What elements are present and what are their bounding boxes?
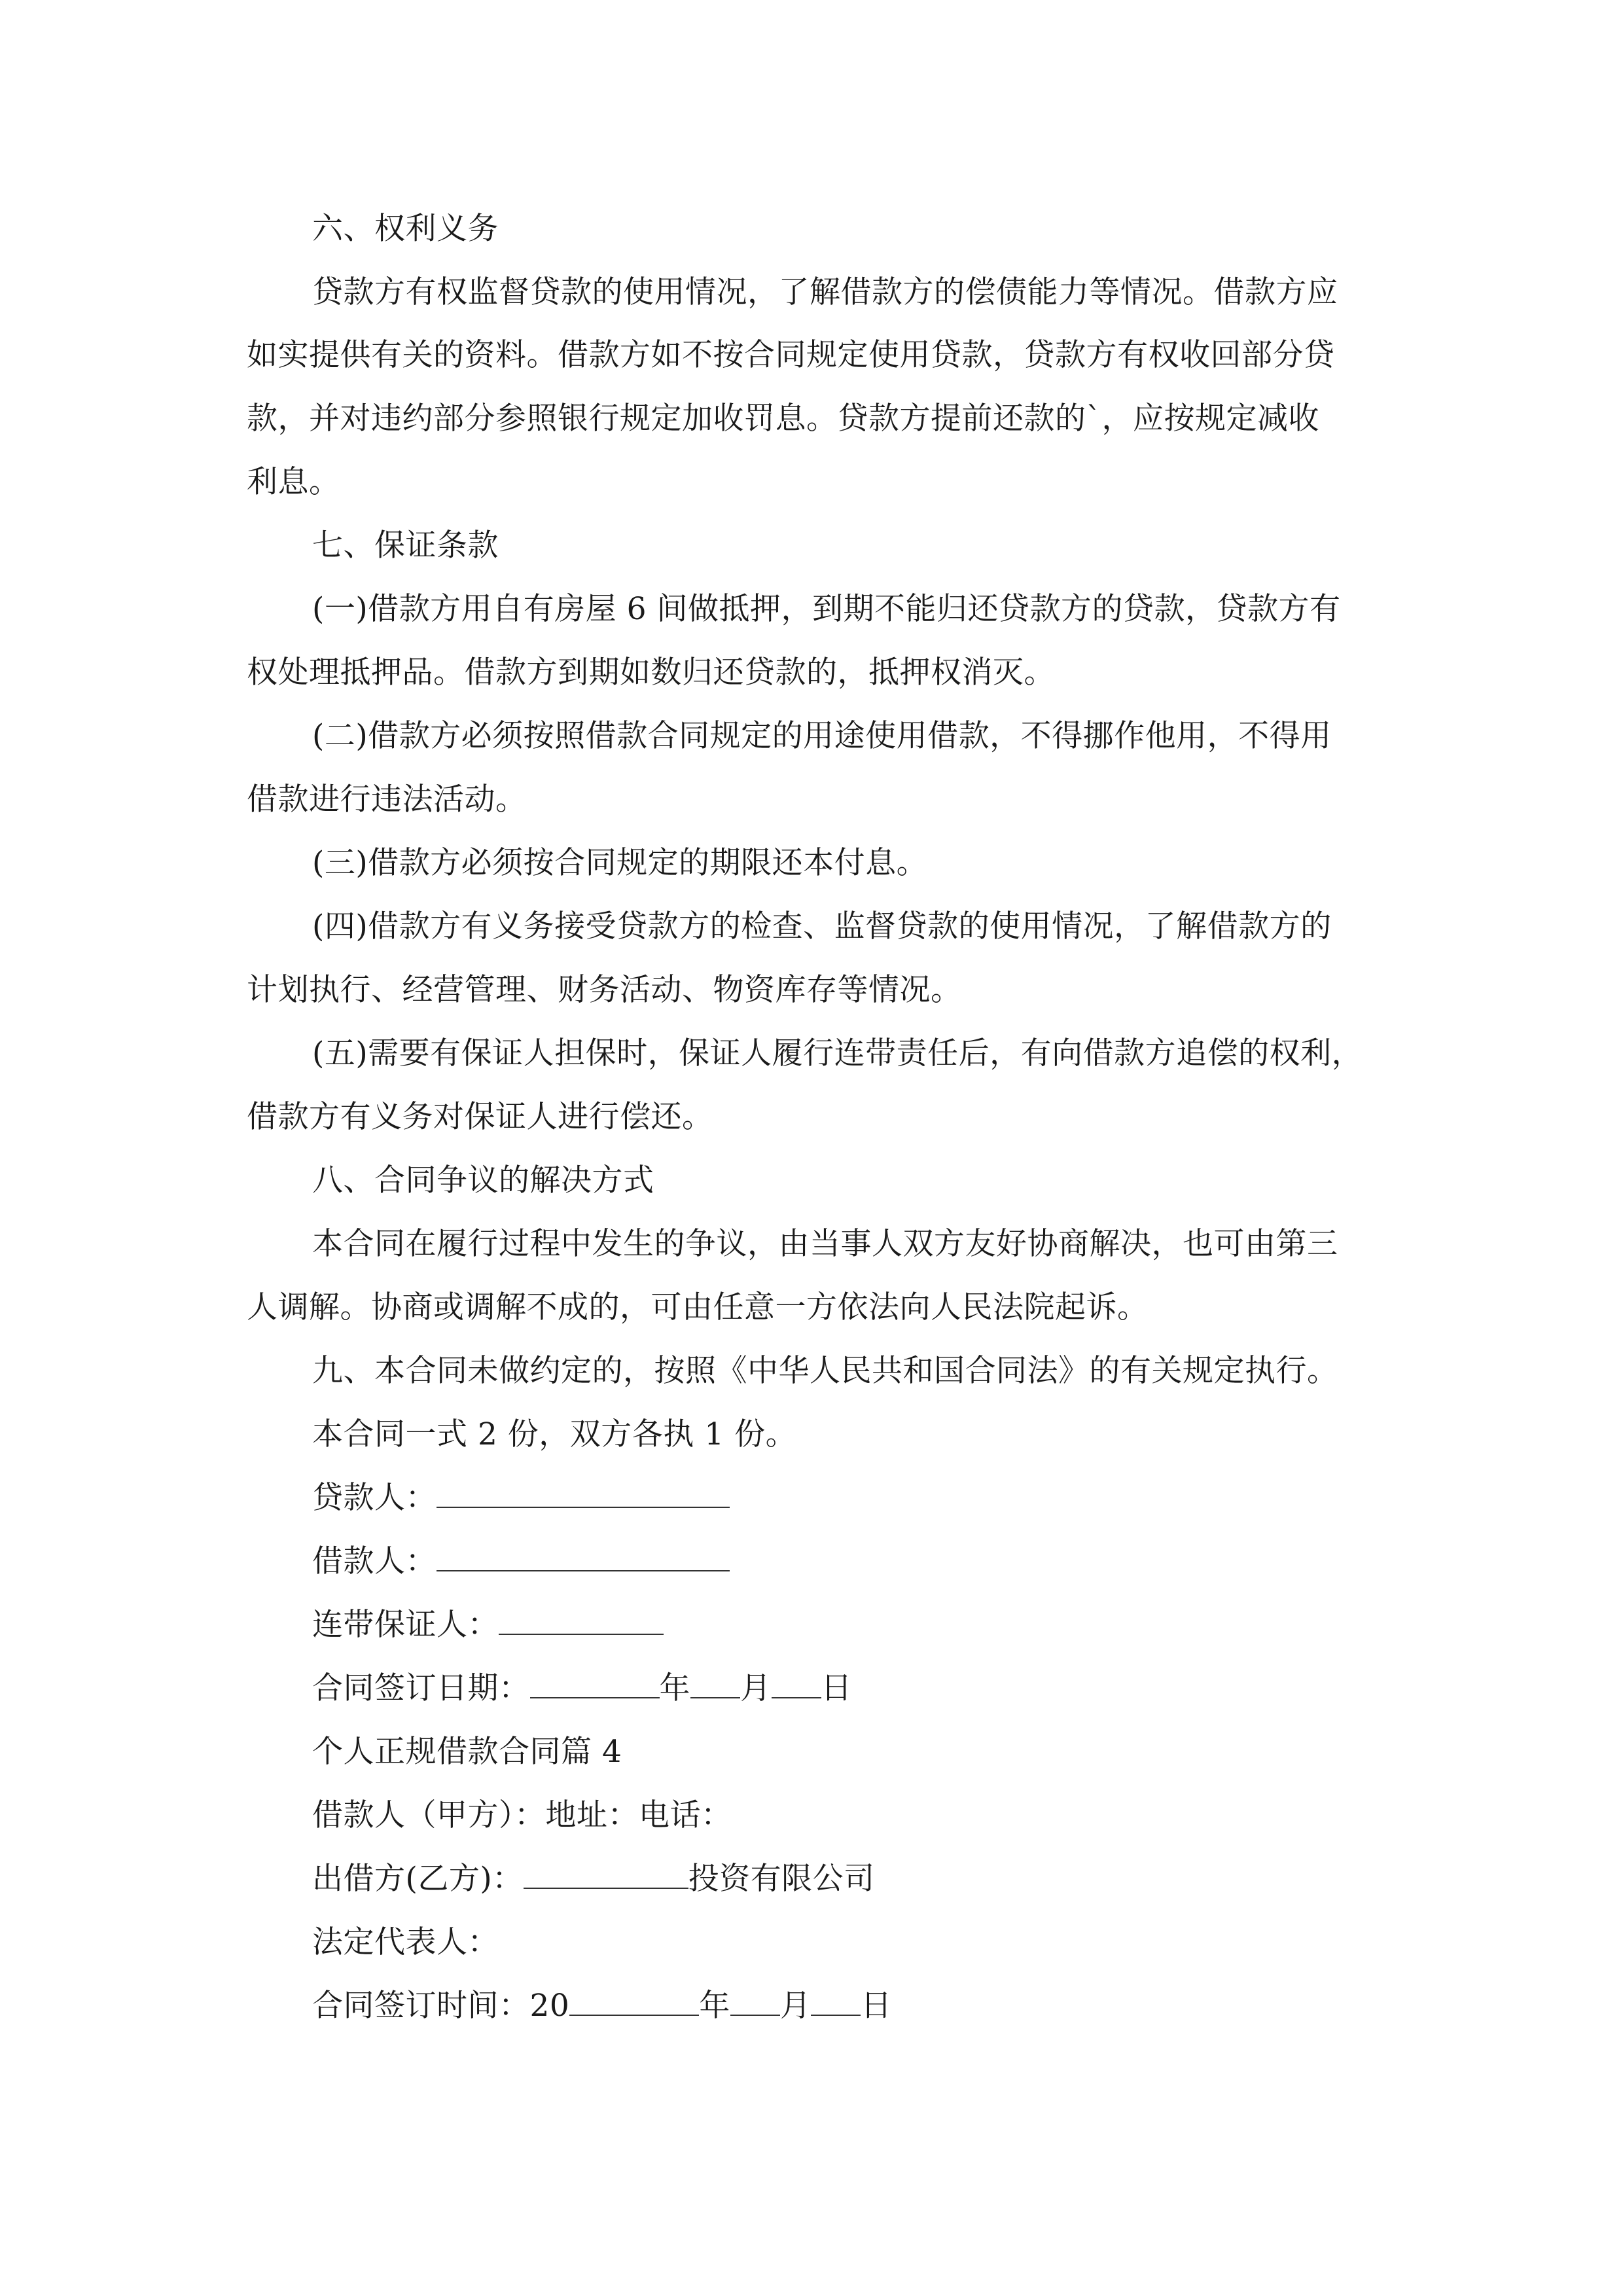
contract-4-lender-blank[interactable] <box>524 1859 688 1889</box>
section-8-paragraph-line: 人调解。协商或调解不成的，可由任意一方依法向人民法院起诉。 <box>247 1289 1149 1325</box>
contract-4-representative-row <box>312 1922 499 1964</box>
lender-label: 贷款人： <box>312 1480 437 1516</box>
section-9-text: 九、本合同未做约定的，按照《中华人民共和国合同法》的有关规定执行。 <box>312 1353 1338 1389</box>
clause-2-line: (二)借款方必须按照借款合同规定的用途使用借款，不得挪作他用，不得用 <box>312 718 1332 754</box>
sign-date-row <box>312 1668 852 1710</box>
section-6-paragraph-line: 贷款方有权监督贷款的使用情况，了解借款方的偿债能力等情况。借款方应 <box>312 274 1338 310</box>
contract-4-title: 个人正规借款合同篇 4 <box>312 1734 622 1770</box>
clause-1-line: (一)借款方用自有房屋 6 间做抵押，到期不能归还贷款方的贷款，贷款方有 <box>312 591 1341 627</box>
contract-4-year-blank[interactable] <box>569 1986 699 2016</box>
borrower-label: 借款人： <box>312 1543 437 1579</box>
section-6-heading: 六、权利义务 <box>312 211 499 247</box>
contract-4-lender-suffix: 投资有限公司 <box>688 1861 875 1897</box>
sign-date-label: 合同签订日期： <box>312 1670 530 1706</box>
month-blank[interactable] <box>690 1668 740 1698</box>
contract-4-lender-row <box>312 1858 875 1900</box>
guarantor-blank[interactable] <box>499 1605 664 1635</box>
day-blank[interactable] <box>772 1668 821 1698</box>
year-blank[interactable] <box>530 1668 660 1698</box>
month-label: 月 <box>740 1670 772 1706</box>
clause-3-line: (三)借款方必须按合同规定的期限还本付息。 <box>312 845 928 881</box>
section-6-paragraph-line: 如实提供有关的资料。借款方如不按合同规定使用贷款，贷款方有权收回部分贷 <box>247 337 1335 373</box>
lender-blank[interactable] <box>437 1478 730 1508</box>
clause-1-line: 权处理抵押品。借款方到期如数归还贷款的，抵押权消灭。 <box>247 655 1055 691</box>
borrower-blank[interactable] <box>437 1541 730 1571</box>
copies-text: 本合同一式 2 份，双方各执 1 份。 <box>312 1416 797 1452</box>
contract-4-month-label: 月 <box>779 1988 812 2024</box>
contract-4-year-label: 年 <box>699 1988 730 2024</box>
year-label: 年 <box>659 1670 690 1706</box>
section-8-heading: 八、合同争议的解决方式 <box>312 1162 654 1198</box>
clause-4-line: (四)借款方有义务接受贷款方的检查、监督贷款的使用情况，了解借款方的 <box>312 908 1332 944</box>
day-label: 日 <box>821 1670 852 1706</box>
contract-4-month-blank[interactable] <box>730 1986 780 2016</box>
guarantor-label: 连带保证人： <box>312 1607 499 1643</box>
borrower-signature-row <box>312 1541 730 1583</box>
clause-2-line: 借款进行违法活动。 <box>247 781 527 817</box>
contract-4-borrower-line: 借款人（甲方）：地址：电话： <box>312 1797 732 1833</box>
contract-4-day-label: 日 <box>861 1988 892 2024</box>
contract-4-date-row <box>312 1985 892 2027</box>
contract-4-lender-label: 出借方(乙方)： <box>312 1861 524 1897</box>
section-8-paragraph-line: 本合同在履行过程中发生的争议，由当事人双方友好协商解决，也可由第三 <box>312 1226 1338 1262</box>
section-7-heading: 七、保证条款 <box>312 528 499 564</box>
clause-5-line: (五)需要有保证人担保时，保证人履行连带责任后，有向借款方追偿的权利， <box>312 1035 1363 1071</box>
lender-signature-row <box>312 1477 730 1519</box>
clause-4-line: 计划执行、经营管理、财务活动、物资库存等情况。 <box>247 972 962 1008</box>
contract-4-date-label: 合同签订时间：20 <box>312 1988 570 2024</box>
contract-4-day-blank[interactable] <box>811 1986 861 2016</box>
section-6-paragraph-line: 利息。 <box>247 464 340 500</box>
contract-4-representative-label: 法定代表人： <box>312 1924 499 1960</box>
section-6-paragraph-line: 款，并对违约部分参照银行规定加收罚息。贷款方提前还款的`，应按规定减收 <box>247 401 1319 437</box>
guarantor-signature-row <box>312 1604 664 1646</box>
clause-5-line: 借款方有义务对保证人进行偿还。 <box>247 1099 713 1135</box>
